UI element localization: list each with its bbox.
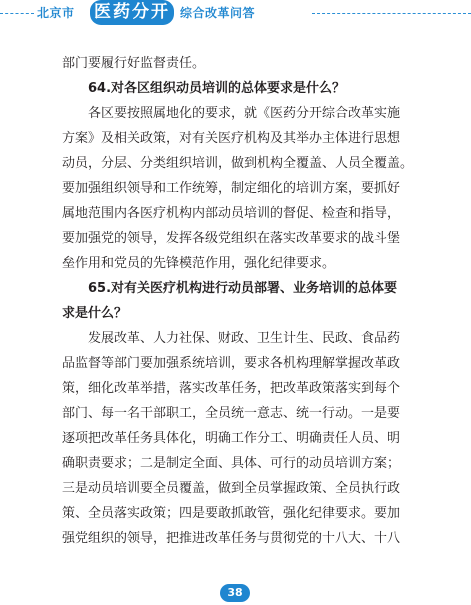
header-city: 北京市 <box>37 6 75 20</box>
page-footer <box>0 584 471 604</box>
page-number: 38 <box>220 584 250 602</box>
text-line: 策、全员落实政策；四是要敢抓敢管，强化纪律要求。要加 <box>62 506 401 521</box>
question-64 <box>62 76 412 101</box>
text-line: 确职责要求；二是制定全面、具体、可行的动员培训方案； <box>62 456 401 471</box>
page-header <box>0 0 471 34</box>
question-line: 65.对有关医疗机构进行动员部署、业务培训的总体要 <box>88 281 398 296</box>
text-line: 品监督等部门要加强系统培训，要求各机构理解掌握改革政 <box>62 356 401 371</box>
text-line: 策，细化改革举措，落实改革任务，把改革政策落实到每个 <box>62 381 401 396</box>
text-line: 属地范围内各医疗机构内部动员培训的督促、检查和指导， <box>62 206 401 221</box>
answer-65 <box>62 326 412 551</box>
continuation-paragraph <box>62 51 412 76</box>
text-line: 动员，分层、分类组织培训，做到机构全覆盖、人员全覆盖。 <box>62 156 414 171</box>
question-65 <box>62 276 412 326</box>
text-line: 方案》及相关政策，对有关医疗机构及其举办主体进行思想 <box>62 131 401 146</box>
text-line: 三是动员培训要全员覆盖，做到全员掌握政策、全员执行政 <box>62 481 401 496</box>
text-line: 逐项把改革任务具体化，明确工作分工、明确责任人员、明 <box>62 431 401 446</box>
text-line: 要加强党的领导，发挥各级党组织在落实改革要求的战斗堡 <box>62 231 401 246</box>
question-line: 求是什么？ <box>62 306 128 321</box>
question-line: 64.对各区组织动员培训的总体要求是什么？ <box>88 81 346 96</box>
text-line: 垒作用和党员的先锋模范作用，强化纪律要求。 <box>62 256 336 271</box>
header-right-rule <box>312 13 471 14</box>
text-line: 部门要履行好监督责任。 <box>62 56 206 71</box>
header-subtitle: 综合改革问答 <box>180 6 256 20</box>
header-badge: 医药分开 <box>90 0 174 25</box>
text-line: 发展改革、人力社保、财政、卫生计生、民政、食品药 <box>88 331 401 346</box>
text-line: 部门、每一名干部职工，全员统一意志、统一行动。一是要 <box>62 406 401 421</box>
text-line: 要加强组织领导和工作统筹，制定细化的培训方案，要抓好 <box>62 181 401 196</box>
header-left-rule <box>0 13 34 14</box>
page-body <box>62 51 412 551</box>
text-line: 强党组织的领导，把推进改革任务与贯彻党的十八大、十八 <box>62 531 401 546</box>
text-line: 各区要按照属地化的要求，就《医药分开综合改革实施 <box>88 106 401 121</box>
answer-64 <box>62 101 412 276</box>
